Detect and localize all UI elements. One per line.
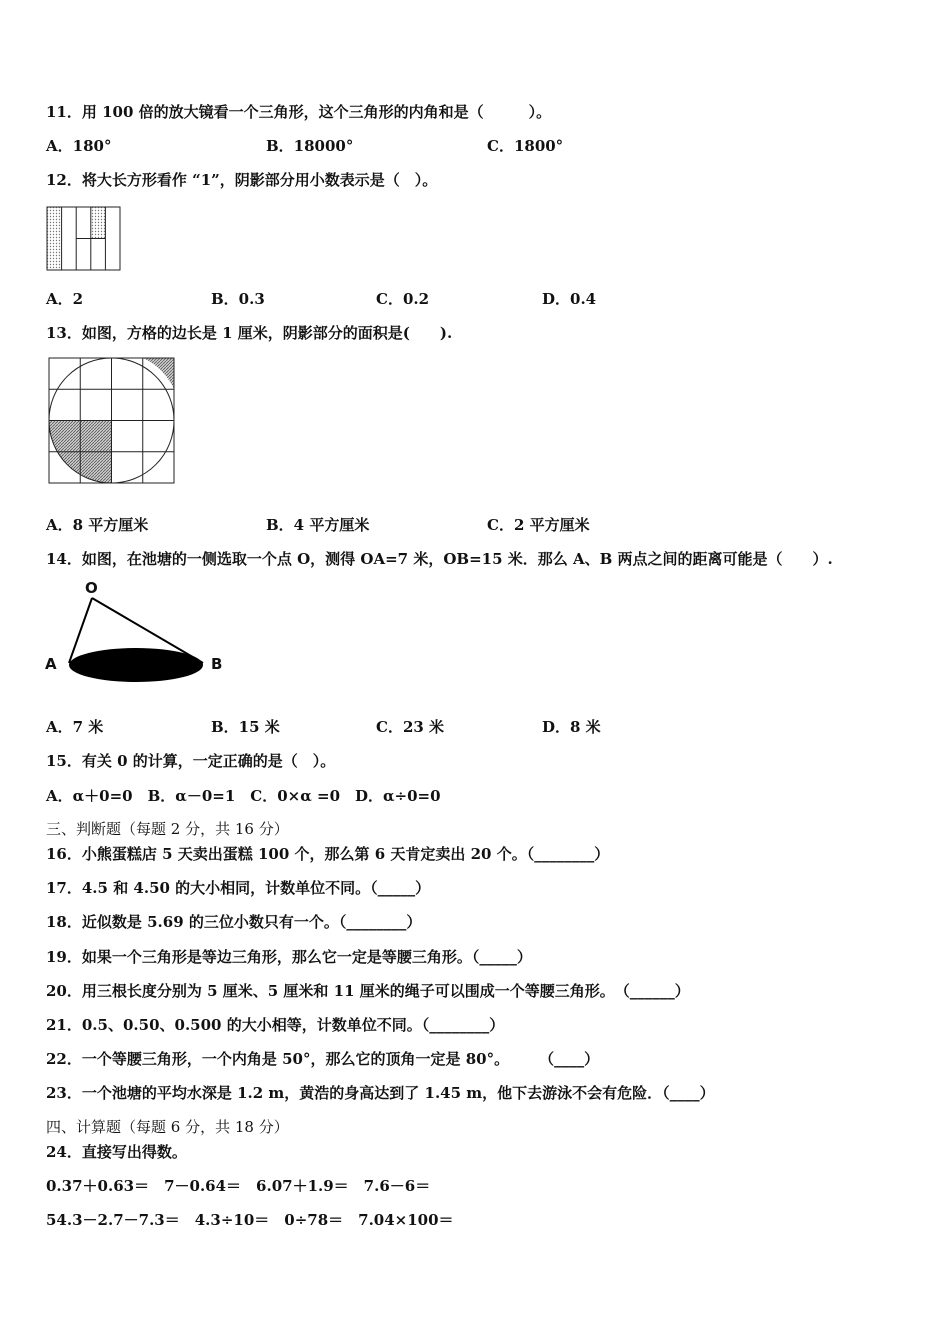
q12-option-d[interactable]: D．0.4	[542, 290, 597, 308]
q24-stem: 24．直接写出得数。	[46, 1143, 187, 1161]
q11-stem: 11．用 100 倍的放大镜看一个三角形，这个三角形的内角和是（ ）。	[46, 103, 552, 121]
judge-q21: 21．0.5、0.50、0.500 的大小相等，计数单位不同。（________）	[46, 1016, 505, 1034]
q11-option-a[interactable]: A．180°	[46, 137, 112, 155]
q14-option-b[interactable]: B．15 米	[211, 718, 280, 736]
section-4-heading: 四、计算题（每题 6 分，共 18 分）	[46, 1118, 289, 1136]
q13-stem: 13．如图，方格的边长是 1 厘米，阴影部分的面积是( ).	[46, 324, 453, 342]
q11-option-b[interactable]: B．18000°	[266, 137, 354, 155]
q12-shaded-strip	[47, 207, 62, 270]
q14-label-a: A	[45, 655, 57, 673]
judge-q23: 23．一个池塘的平均水深是 1.2 m，黄浩的身高达到了 1.45 m，他下去游泳不会有危险．（____）	[46, 1084, 715, 1102]
q13-grid-circle-figure	[46, 355, 178, 487]
q12-option-b[interactable]: B．0.3	[211, 290, 265, 308]
q14-label-o: O	[85, 579, 98, 597]
q14-pond	[69, 648, 203, 682]
q14-option-a[interactable]: A．7 米	[46, 718, 104, 736]
q14-option-c[interactable]: C．23 米	[376, 718, 445, 736]
judge-q16: 16．小熊蛋糕店 5 天卖出蛋糕 100 个，那么第 6 天肯定卖出 20 个。（________）	[46, 845, 610, 863]
q13-option-a[interactable]: A．8 平方厘米	[46, 516, 149, 534]
judge-q17: 17．4.5 和 4.50 的大小相同，计数单位不同。（_____）	[46, 879, 431, 897]
q13-option-c[interactable]: C．2 平方厘米	[487, 516, 590, 534]
judge-q20: 20．用三根长度分别为 5 厘米、5 厘米和 11 厘米的绳子可以围成一个等腰三角形。 （______）	[46, 982, 690, 1000]
section-3-heading: 三、判断题（每题 2 分，共 16 分）	[46, 820, 289, 838]
q12-shaded-half-strip	[91, 207, 106, 239]
judge-q19: 19．如果一个三角形是等边三角形，那么它一定是等腰三角形。（_____）	[46, 948, 532, 966]
q12-option-c[interactable]: C．0.2	[376, 290, 430, 308]
q12-stem: 12．将大长方形看作 “1”，阴影部分用小数表示是（ ）。	[46, 171, 438, 189]
q15-stem: 15．有关 0 的计算，一定正确的是（ ）。	[46, 752, 336, 770]
q24-row-1: 0.37＋0.63＝ 7－0.64＝ 6.07＋1.9＝ 7.6－6＝	[46, 1177, 431, 1195]
q14-label-b: B	[211, 655, 223, 673]
q14-option-d[interactable]: D．8 米	[542, 718, 601, 736]
judge-q18: 18．近似数是 5.69 的三位小数只有一个。（________）	[46, 913, 422, 931]
q13-shaded-corner	[143, 358, 174, 389]
q13-option-b[interactable]: B．4 平方厘米	[266, 516, 370, 534]
q12-option-a[interactable]: A．2	[46, 290, 84, 308]
q24-row-2: 54.3－2.7－7.3＝ 4.3÷10＝ 0÷78＝ 7.04×100＝	[46, 1211, 454, 1229]
judge-q22: 22．一个等腰三角形，一个内角是 50°，那么它的顶角一定是 80°。 （____）	[46, 1050, 600, 1068]
q14-stem: 14．如图，在池塘的一侧选取一个点 O，测得 OA=7 米，OB=15 米．那么 A、B 两点之间的距离可能是（ ）.	[46, 550, 833, 568]
q11-option-c[interactable]: C．1800°	[487, 137, 564, 155]
q14-pond-figure	[40, 576, 230, 688]
q15-options[interactable]: A．α＋0=0 B．α－0=1 C．0×α =0 D．α÷0=0	[46, 787, 441, 805]
q12-rectangle-figure	[46, 206, 122, 272]
